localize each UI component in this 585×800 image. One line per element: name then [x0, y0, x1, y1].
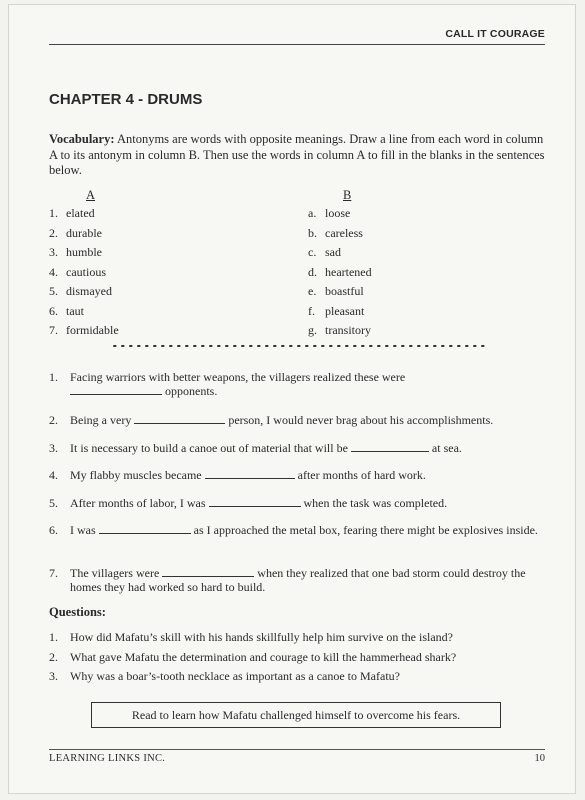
item-number: 2. [49, 225, 58, 240]
item-word: boastful [325, 284, 364, 298]
sentence-item [49, 413, 549, 441]
item-word: pleasant [325, 303, 365, 318]
item-number: 3. [49, 245, 58, 259]
running-header: CALL IT COURAGE [445, 28, 545, 40]
sentence-text-before: I was [70, 523, 99, 537]
sentence-text-before: My flabby muscles became [70, 468, 205, 482]
column-a-item [49, 204, 119, 224]
item-number: 4. [49, 264, 58, 279]
sentence-number: 7. [49, 566, 58, 580]
column-b-item [308, 263, 372, 283]
column-a-item [49, 302, 119, 322]
question-number: 3. [49, 669, 58, 683]
questions-heading: Questions: [49, 605, 106, 619]
item-number: 5. [49, 284, 58, 298]
question-text: How did Mafatu’s skill with his hands skillfully help him survive on the island? [70, 630, 453, 644]
item-word: loose [325, 206, 351, 220]
publisher-name: LEARNING LINKS INC. [49, 753, 166, 764]
column-a-item [49, 224, 119, 244]
sentence-item [49, 523, 549, 566]
item-letter: g. [308, 323, 317, 337]
sentence-text-after: when the task was completed. [300, 495, 448, 510]
item-letter: f. [308, 303, 315, 318]
sentence-text-after: person, I would never brag about his accomplishments. [225, 413, 494, 427]
sentence-item [49, 496, 549, 524]
question-text: Why was a boar’s-tooth necklace as important as a canoe to Mafatu? [70, 669, 400, 683]
item-letter: a. [308, 206, 317, 220]
sentence-text-before: After months of labor, I was [70, 495, 209, 510]
column-a-item [49, 282, 119, 302]
sentence-text-before: Being a very [70, 413, 135, 427]
question-item [49, 650, 549, 670]
sentence-item [49, 370, 549, 413]
item-word: elated [66, 206, 95, 220]
column-a-item [49, 243, 119, 263]
chapter-title: CHAPTER 4 - DRUMS [49, 91, 203, 108]
vocabulary-instructions [49, 132, 549, 179]
item-word: humble [66, 245, 102, 259]
sentence-text-after: when they realized that one bad storm could destroy the homes they had worked so hard to build. [70, 566, 526, 594]
sentence-number: 1. [49, 370, 58, 384]
questions-list [49, 630, 549, 689]
sentence-text-after: after months of hard work. [294, 468, 426, 482]
item-word: taut [66, 303, 84, 318]
reading-prompt-box: Read to learn how Mafatu challenged himself to overcome his fears. [91, 702, 501, 728]
column-b-item [308, 321, 372, 341]
item-letter: c. [308, 245, 317, 259]
answer-blank[interactable] [209, 496, 301, 507]
column-b-heading: B [343, 188, 352, 202]
sentence-number: 2. [49, 413, 58, 427]
column-b-item [308, 224, 372, 244]
column-a-list [49, 204, 119, 341]
column-b-list [308, 204, 372, 341]
column-b-item [308, 204, 372, 224]
item-word: dismayed [66, 284, 112, 298]
answer-blank[interactable] [351, 441, 429, 452]
sentence-number: 5. [49, 495, 58, 510]
question-number: 1. [49, 630, 58, 644]
sentence-text-before: Facing warriors with better weapons, the villagers realized these were [70, 370, 406, 384]
sentence-number: 6. [49, 523, 58, 537]
sentence-item [49, 468, 549, 496]
answer-blank[interactable] [134, 413, 225, 424]
sentence-text-before: The villagers were [70, 566, 163, 580]
question-text: What gave Mafatu the determination and courage to kill the hammerhead shark? [70, 649, 457, 664]
question-item [49, 630, 549, 650]
answer-blank[interactable] [99, 523, 191, 534]
item-letter: e. [308, 284, 317, 298]
answer-blank[interactable] [162, 566, 254, 577]
sentence-number: 4. [49, 468, 58, 482]
sentence-number: 3. [49, 440, 58, 455]
column-b-item [308, 282, 372, 302]
fill-in-sentences [49, 370, 549, 596]
footer-rule [49, 749, 545, 750]
item-word: durable [66, 225, 102, 240]
item-word: careless [325, 225, 363, 240]
question-number: 2. [49, 649, 58, 664]
item-word: sad [325, 245, 341, 259]
page-number: 10 [534, 753, 545, 764]
column-b-item [308, 243, 372, 263]
sentence-text-after: at sea. [428, 440, 462, 455]
question-item [49, 669, 549, 689]
sentence-text-before: It is necessary to build a canoe out of material that will be [70, 440, 351, 455]
item-word: transitory [325, 323, 371, 337]
item-letter: d. [308, 264, 317, 279]
sentence-item [49, 566, 549, 596]
sentence-text-after: opponents. [162, 384, 218, 398]
column-b-item [308, 302, 372, 322]
sentence-text-after: as I approached the metal box, fearing there might be explosives inside. [190, 523, 538, 537]
column-a-item [49, 263, 119, 283]
item-word: formidable [66, 323, 119, 337]
vocabulary-instructions-text: Antonyms are words with opposite meanings. Draw a line from each word in column A to its antonym in column B. Then use the words in column A to fill in the blanks in the sentences below. [49, 132, 545, 177]
vocabulary-label: Vocabulary: [49, 132, 115, 146]
answer-blank[interactable] [205, 468, 295, 479]
dotted-separator [113, 343, 489, 349]
item-number: 7. [49, 323, 58, 337]
worksheet-page [8, 4, 576, 794]
item-number: 1. [49, 206, 58, 220]
item-word: cautious [66, 264, 106, 279]
answer-blank[interactable] [70, 384, 162, 395]
header-rule [49, 44, 545, 45]
item-word: heartened [325, 264, 372, 279]
item-number: 6. [49, 303, 58, 318]
column-a-item [49, 321, 119, 341]
item-letter: b. [308, 225, 317, 240]
sentence-item [49, 441, 549, 469]
column-a-heading: A [86, 188, 96, 202]
